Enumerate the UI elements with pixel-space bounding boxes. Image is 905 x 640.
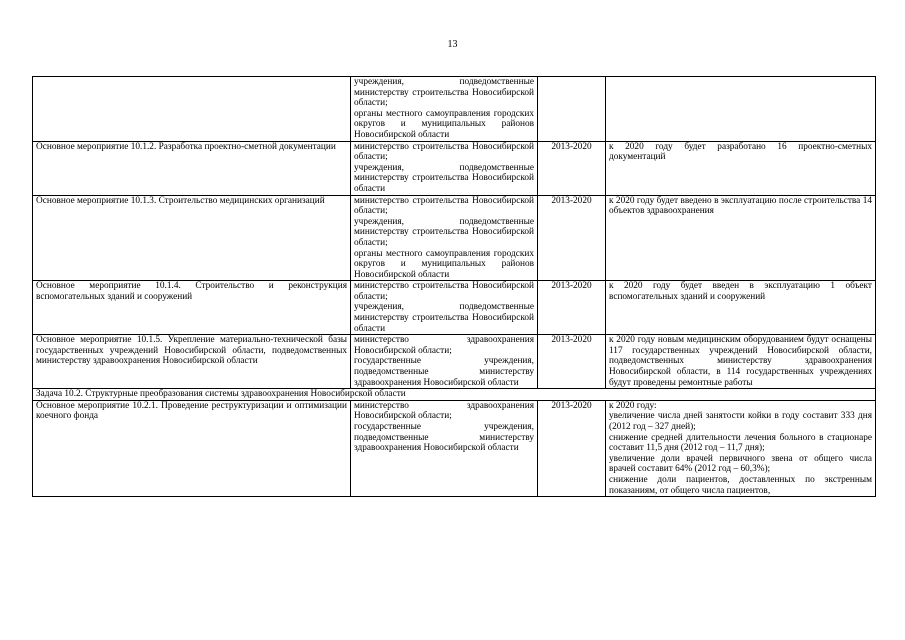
result-line: увеличение доли врачей первичного звена от общего числа врачей составит 64% (2012 год – 60,3%); [609, 453, 872, 475]
result-line: снижение доли пациентов, доставленных по экстренным показаниям, от общего числа пациентов, [609, 474, 872, 496]
executor-line: органы местного самоуправления городских округов и муниципальных районов Новосибирской области [354, 108, 534, 140]
page-number: 13 [447, 39, 458, 50]
result-line: к 2020 году: [609, 400, 657, 411]
activity-cell: Основное мероприятие 10.1.4. Строительство и реконструкция вспомогательных зданий и сооружений [33, 281, 351, 335]
executors-cell [351, 141, 538, 195]
period-cell: 2013-2020 [538, 195, 606, 281]
result-line: снижение средней длительности лечения больного в стационаре составит 11,5 дня (2012 год – 11,7 дня); [609, 432, 872, 454]
activity-cell: Основное мероприятие 10.1.5. Укрепление материально-технической базы государственных учреждений Новосибирской области, подведомственных министерству здравоохранения Новосибирской области [33, 335, 351, 389]
executor-line: учреждения, подведомственные министерству строительства Новосибирской области [354, 302, 534, 334]
executor-line: министерство строительства Новосибирской области; [354, 195, 534, 217]
executors-cell [351, 77, 538, 142]
table-row [33, 400, 876, 496]
executors-cell [351, 335, 538, 389]
executor-line: министерство здравоохранения Новосибирской области; [354, 335, 534, 356]
period-cell: 2013-2020 [538, 400, 606, 496]
executor-line: учреждения, подведомственные министерству строительства Новосибирской области; [354, 77, 534, 109]
table-row [33, 141, 876, 195]
executor-line: государственные учреждения, подведомственные министерству здравоохранения Новосибирской области [354, 356, 534, 388]
period-cell: 2013-2020 [538, 335, 606, 389]
executor-line: учреждения, подведомственные министерству строительства Новосибирской области; [354, 216, 534, 248]
result-cell [606, 400, 876, 496]
executor-line: учреждения, подведомственные министерству строительства Новосибирской области [354, 162, 534, 194]
table-row [33, 335, 876, 389]
task-header: Задача 10.2. Структурные преобразования системы здравоохранения Новосибирской области [33, 389, 876, 401]
period-cell: 2013-2020 [538, 141, 606, 195]
executors-cell [351, 400, 538, 496]
executor-line: министерство строительства Новосибирской области; [354, 281, 534, 302]
measures-table [32, 76, 876, 497]
executor-line: министерство строительства Новосибирской области; [354, 141, 534, 163]
activity-cell [33, 77, 351, 142]
activity-cell: Основное мероприятие 10.2.1. Проведение реструктуризации и оптимизации коечного фонда [33, 400, 351, 496]
executors-cell [351, 281, 538, 335]
result-cell [606, 77, 876, 142]
executor-line: органы местного самоуправления городских округов и муниципальных районов Новосибирской области [354, 248, 534, 280]
executor-line: государственные учреждения, подведомственные министерству здравоохранения Новосибирской области [354, 422, 534, 454]
result-cell: к 2020 году будет введен в эксплуатацию 1 объект вспомогательных зданий и сооружений [606, 281, 876, 335]
result-cell: к 2020 году будет введено в эксплуатацию после строительства 14 объектов здравоохранения [606, 195, 876, 281]
executor-line: министерство здравоохранения Новосибирской области; [354, 400, 534, 422]
task-header-row [33, 389, 876, 401]
activity-cell: Основное мероприятие 10.1.2. Разработка проектно-сметной документации [33, 141, 351, 195]
period-cell [538, 77, 606, 142]
executors-cell [351, 195, 538, 281]
table-row [33, 77, 876, 142]
activity-cell: Основное мероприятие 10.1.3. Строительство медицинских организаций [33, 195, 351, 281]
table-row [33, 281, 876, 335]
result-line: увеличение числа дней занятости койки в году составит 333 дня (2012 год – 327 дней); [609, 411, 872, 432]
table-row [33, 195, 876, 281]
result-cell: к 2020 году будет разработано 16 проектно-сметных документаций [606, 141, 876, 195]
result-cell: к 2020 году новым медицинским оборудованием будут оснащены 117 государственных учреждений Новосибирской области, подведомственных министерству здравоохранения Новосибирской области, в 114 государственных учреждениях будут проведены ремонтные работы [606, 335, 876, 389]
page-clip [0, 74, 905, 640]
period-cell: 2013-2020 [538, 281, 606, 335]
